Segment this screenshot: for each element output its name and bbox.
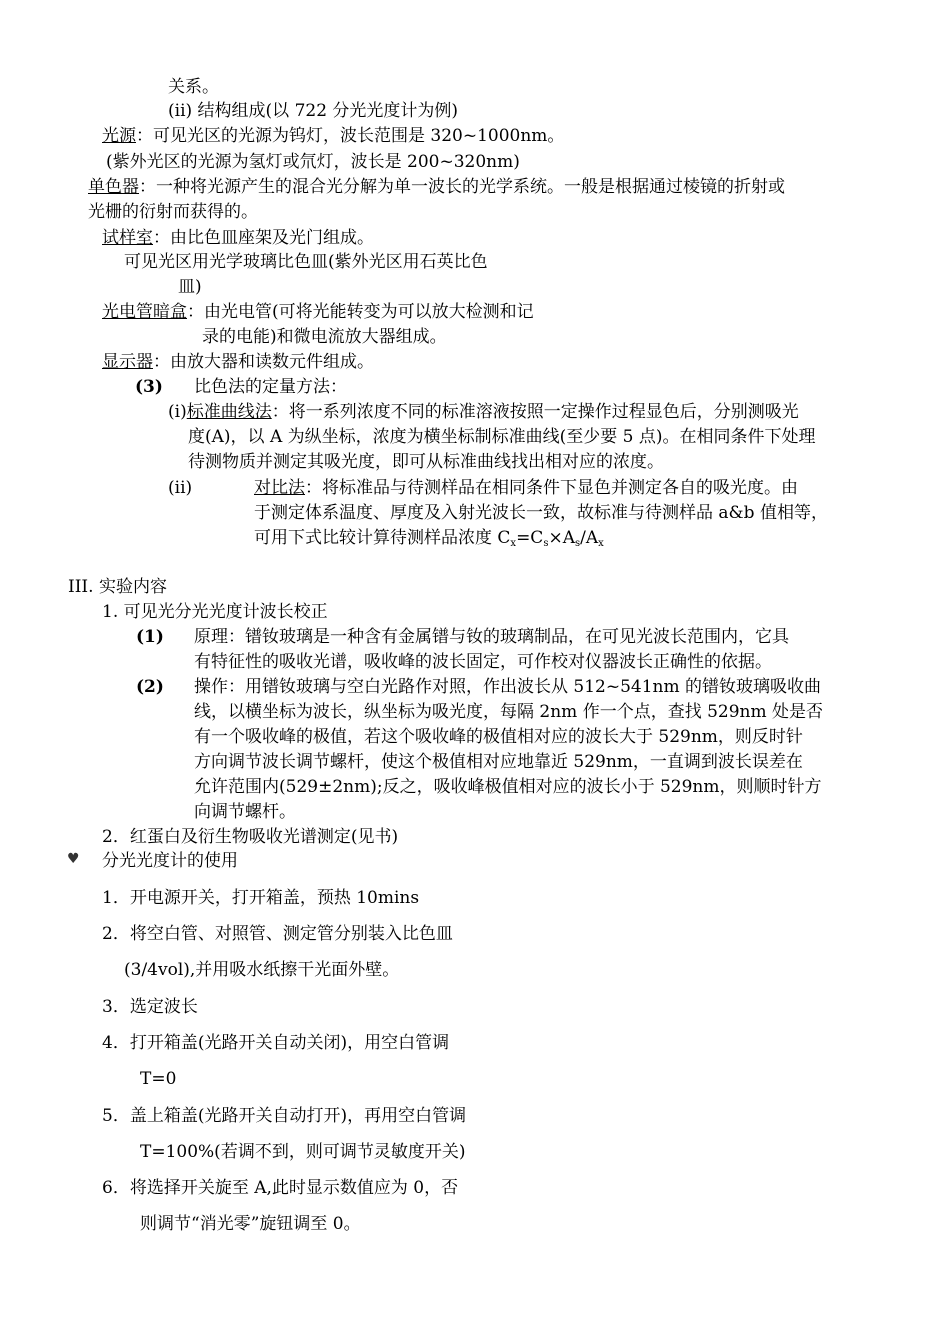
item-number: (1)	[136, 627, 164, 647]
step-line: T=100%(若调不到，则可调节灵敏度开关)	[140, 1142, 466, 1162]
step-line: 则调节“消光零”旋钮调至 0。	[140, 1214, 361, 1234]
text-line: 1. 可见光分光光度计波长校正	[102, 602, 328, 622]
term-text: ：将标准品与待测样品在相同条件下显色并测定各自的吸光度。由	[305, 478, 798, 498]
term-monochromator: 单色器	[88, 177, 139, 197]
term-text: ：由比色皿座架及光门组成。	[153, 228, 374, 248]
term-standard-curve: 标准曲线法	[186, 402, 272, 422]
text-line: 录的电能)和微电流放大器组成。	[202, 327, 447, 347]
subscript: x	[510, 538, 517, 549]
term-text: ：一种将光源产生的混合光分解为单一波长的光学系统。一般是根据通过棱镜的折射或	[139, 177, 785, 197]
text-line: 操作：用镨钕玻璃与空白光路作对照，作出波长从 512~541nm 的镨钕玻璃吸收曲	[194, 677, 822, 697]
text-line	[102, 124, 564, 148]
term-comparison-method: 对比法	[254, 478, 305, 498]
formula-line	[254, 526, 604, 550]
term-light-source: 光源	[102, 126, 136, 146]
step-line: 5．盖上箱盖(光路开关自动打开)，再用空白管调	[102, 1106, 467, 1126]
text-line	[102, 350, 374, 374]
text-line: 可见光区用光学玻璃比色皿(紫外光区用石英比色	[124, 252, 488, 272]
text-line: 允许范围内(529±2nm);反之，吸收峰极值相对应的波长小于 529nm，则顺时针方	[194, 777, 822, 797]
formula-text: /A	[580, 528, 599, 548]
text-line: 度(A)，以 A 为纵坐标，浓度为横坐标制标准曲线(至少要 5 点)。在相同条件下处理	[188, 427, 816, 447]
text-line	[88, 175, 785, 199]
text-line: 比色法的定量方法：	[194, 377, 347, 397]
term-sample-chamber: 试样室	[102, 228, 153, 248]
term-display: 显示器	[102, 352, 153, 372]
term-text: ：由放大器和读数元件组成。	[153, 352, 374, 372]
text-line	[254, 476, 798, 500]
formula-text: ×A	[548, 528, 575, 548]
text-line: 待测物质并测定其吸光度，即可从标准曲线找出相对应的浓度。	[188, 452, 664, 472]
term-phototube-box: 光电管暗盒	[102, 302, 187, 322]
text-line: 线，以横坐标为波长，纵坐标为吸光度，每隔 2nm 作一个点，查找 529nm 处是否	[194, 702, 824, 722]
subscript: x	[598, 538, 604, 549]
step-line: 3．选定波长	[102, 997, 198, 1017]
bullet-icon: ♥	[67, 851, 80, 867]
text-line: 关系。	[168, 77, 219, 97]
item-number: (3)	[135, 377, 163, 397]
text-line: 光栅的衍射而获得的。	[88, 202, 258, 222]
term-text: ：将一系列浓度不同的标准溶液按照一定操作过程显色后，分别测吸光	[271, 402, 799, 422]
step-line: 2．将空白管、对照管、测定管分别装入比色皿	[102, 924, 453, 944]
text-line: 2．红蛋白及衍生物吸收光谱测定(见书)	[102, 827, 399, 847]
text-line: (紫外光区的光源为氢灯或氘灯，波长是 200~320nm)	[106, 152, 520, 172]
step-line: (3/4vol),并用吸水纸擦干光面外壁。	[124, 960, 400, 980]
subscript: s	[543, 538, 549, 549]
step-line: T=0	[140, 1069, 177, 1089]
item-number: (i)	[168, 402, 187, 422]
item-number: (ii)	[168, 478, 193, 498]
text-line	[102, 300, 534, 324]
section-heading: III. 实验内容	[68, 577, 167, 597]
text-line: 方向调节波长调节螺杆，使这个极值相对应地靠近 529nm，一直调到波长误差在	[194, 752, 803, 772]
step-line: 6．将选择开关旋至 A,此时显示数值应为 0，否	[102, 1178, 459, 1198]
text-line: 原理：镨钕玻璃是一种含有金属镨与钕的玻璃制品，在可见光波长范围内，它具	[194, 627, 789, 647]
text-line: 有特征性的吸收光谱，吸收峰的波长固定，可作校对仪器波长正确性的依据。	[194, 652, 772, 672]
text-line: 向调节螺杆。	[194, 802, 296, 822]
text-line: 有一个吸收峰的极值，若这个吸收峰的极值相对应的波长大于 529nm，则反时针	[194, 727, 803, 747]
section-heading: 分光光度计的使用	[102, 851, 238, 871]
text-line: 皿)	[178, 277, 202, 297]
formula-text: 可用下式比较计算待测样品浓度 C	[254, 528, 511, 548]
formula-text: =C	[516, 528, 544, 548]
text-line	[168, 400, 799, 424]
term-text: ：由光电管(可将光能转变为可以放大检测和记	[187, 302, 534, 322]
text-line	[102, 226, 374, 250]
text-line: 于测定体系温度、厚度及入射光波长一致，故标准与待测样品 a&b 值相等，	[254, 503, 828, 523]
text-line: (ii) 结构组成(以 722 分光光度计为例)	[168, 101, 459, 121]
step-line: 1．开电源开关，打开箱盖，预热 10mins	[102, 888, 420, 908]
subscript: s	[575, 538, 581, 549]
term-text: ：可见光区的光源为钨灯，波长范围是 320~1000nm。	[136, 126, 565, 146]
item-number: (2)	[136, 677, 164, 697]
step-line: 4．打开箱盖(光路开关自动关闭)，用空白管调	[102, 1033, 450, 1053]
